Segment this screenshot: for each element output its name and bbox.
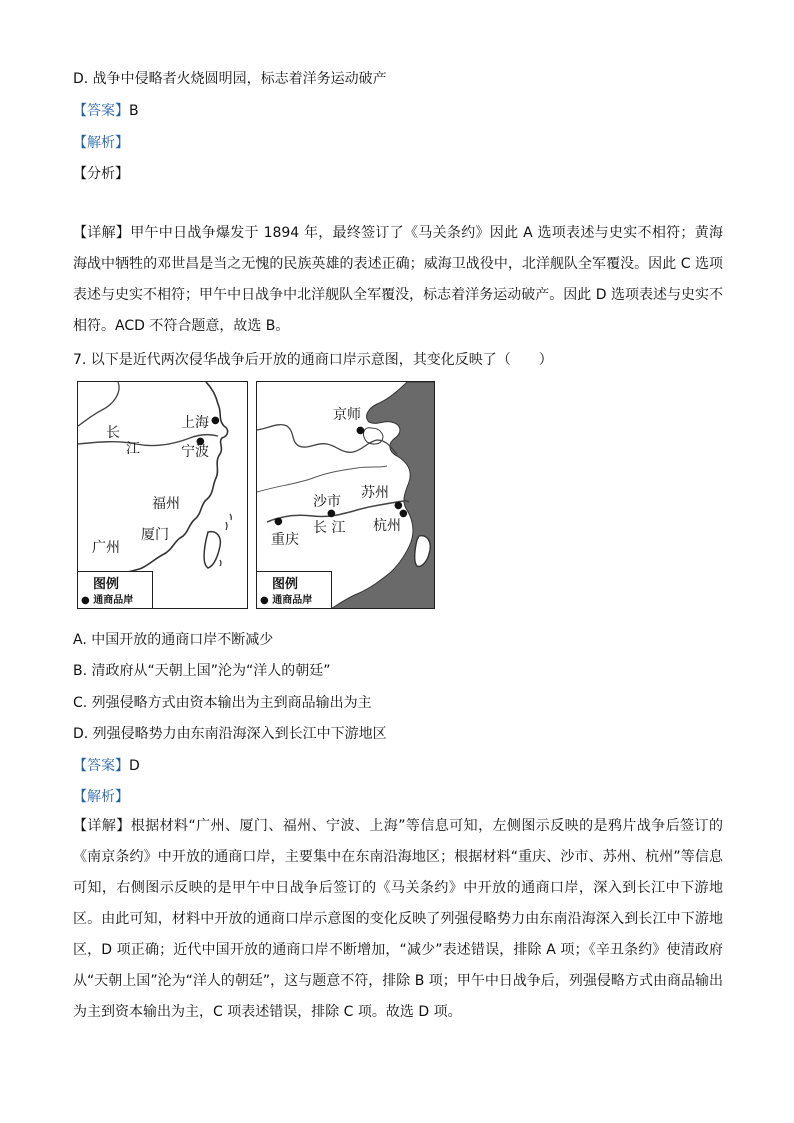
q7-answer-value: D <box>129 758 140 774</box>
q7-option-a: A. 中国开放的通商口岸不断减少 <box>73 632 274 648</box>
map-left <box>77 381 248 609</box>
prev-answer-line <box>73 100 139 120</box>
label-guangzhou: 广州 <box>92 540 120 556</box>
prev-answer-tag: 【答案】 <box>73 103 129 119</box>
prev-answer-value: B <box>129 103 139 119</box>
q7-answer-line <box>73 755 140 775</box>
dot-ningbo: ● <box>196 436 205 447</box>
dot-suzhou: ● <box>394 500 403 511</box>
dot-hangzhou: ● <box>399 508 408 519</box>
label-hangzhou: 杭州 <box>373 518 401 534</box>
map-right <box>256 381 435 609</box>
dot-jingshi: ● <box>356 425 365 436</box>
q7-option-d: D. 列强侵略势力由东南沿海深入到长江中下游地区 <box>73 726 387 742</box>
dot-shashi: ● <box>327 508 336 519</box>
prev-detail-text: 甲午中日战争爆发于 1894 年，最终签订了《马关条约》因此 A 选项表述与史实不相符；黄海海战中牺牲的邓世昌是当之无愧的民族英雄的表述正确；威海卫战役中，北洋舰队全军覆没。因此 C 选项表述与史实不相符；甲午中日战争中北洋舰队全军覆没，标志着洋务运动破产。因此 D 选项表述与史实不相符。ACD 不符合题意，故选 B。 <box>73 225 723 334</box>
label-fuzhou: 福州 <box>152 496 180 512</box>
label-xiamen: 厦门 <box>141 527 169 543</box>
map-left-legend-item: ● 通商品岸 <box>81 595 134 606</box>
prev-fenxi-tag: 【分析】 <box>73 166 129 182</box>
q7-stem: 7. 以下是近代两次侵华战争后开放的通商口岸示意图，其变化反映了（ ） <box>73 352 553 368</box>
prev-analysis-tag: 【解析】 <box>73 135 129 151</box>
label-changjiang: 长 江 <box>313 520 346 536</box>
label-changjiang-jiang: 江 <box>126 441 140 457</box>
label-jingshi: 京师 <box>333 407 361 423</box>
q7-analysis-tag: 【解析】 <box>73 789 129 805</box>
map-right-legend-item: ● 通商品岸 <box>260 595 313 606</box>
label-suzhou: 苏州 <box>361 485 389 501</box>
map-right-legend <box>257 571 332 608</box>
label-changjiang-chang: 长 <box>106 425 120 441</box>
q7-detail-paragraph <box>73 811 723 1028</box>
q7-option-c: C. 列强侵略方式由资本输出为主到商品输出为主 <box>73 695 372 711</box>
label-chongqing: 重庆 <box>271 532 299 548</box>
prev-option-d: D. 战争中侵略者火烧圆明园，标志着洋务运动破产 <box>73 71 387 87</box>
map-right-legend-title: 图例 <box>272 577 299 592</box>
q7-detail-text: 根据材料“广州、厦门、福州、宁波、上海”等信息可知，左侧图示反映的是鸦片战争后签订的《南京条约》中开放的通商口岸，主要集中在东南沿海地区；根据材料“重庆、沙市、苏州、杭州”等信息可知，右侧图示反映的是甲午中日战争后签订的《马关条约》中开放的通商口岸，深入到长江中下游地区。由此可知，材料中开放的通商口岸示意图的变化反映了列强侵略势力由东南沿海深入到长江中下游地区，D 项正确；近代中国开放的通商口岸不断增加，“减少”表述错误，排除 A 项；《辛丑条约》使清政府从“天朝上国”沦为“洋人的朝廷”，这与题意不符，排除 B 项；甲午中日战争后，列强侵略方式由商品输出为主到资本输出为主，C 项表述错误，排除 C 项。故选 D 项。 <box>73 818 723 1020</box>
q7-answer-tag: 【答案】 <box>73 758 129 774</box>
q7-detail-tag: 【详解】 <box>73 818 131 834</box>
map-left-legend <box>78 571 153 608</box>
label-shanghai: 上海 <box>181 415 209 431</box>
prev-detail-paragraph <box>73 218 723 342</box>
label-ningbo: 宁波 <box>181 444 209 460</box>
dot-shanghai: ● <box>211 415 220 426</box>
prev-detail-tag: 【详解】 <box>73 225 131 241</box>
map-left-legend-title: 图例 <box>93 577 120 592</box>
dot-chongqing: ● <box>274 516 283 527</box>
q7-option-b: B. 清政府从“天朝上国”沦为“洋人的朝廷” <box>73 663 331 679</box>
label-shashi: 沙市 <box>313 494 341 510</box>
